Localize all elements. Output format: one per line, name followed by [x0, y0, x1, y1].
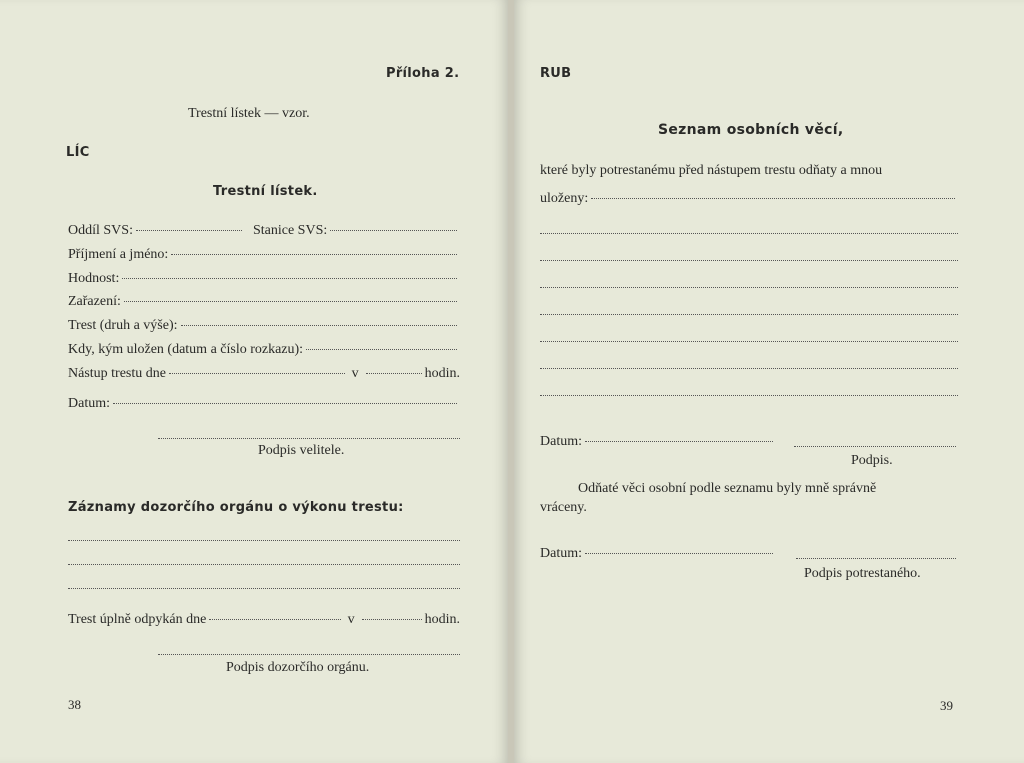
side-label-back: RUB — [540, 66, 572, 81]
field-line-nastup-date[interactable] — [169, 373, 345, 374]
signature-line-supervisor[interactable] — [158, 654, 460, 655]
list-line-5[interactable] — [540, 341, 958, 342]
field-line-kdy[interactable] — [306, 349, 457, 350]
field-label-zarazeni: Zařazení: — [68, 294, 121, 309]
served-label-hodin: hodin. — [424, 612, 460, 627]
list-line-4[interactable] — [540, 314, 958, 315]
list-line-2[interactable] — [540, 260, 958, 261]
field-line-stanice[interactable] — [330, 230, 457, 231]
list-line-3[interactable] — [540, 287, 958, 288]
signature-label-supervisor: Podpis dozorčího orgánu. — [226, 660, 370, 675]
signature-line-1[interactable] — [794, 446, 956, 447]
list-line-0[interactable] — [591, 198, 955, 199]
field-label-trest: Trest (druh a výše): — [68, 318, 178, 333]
records-line-1[interactable] — [68, 540, 460, 541]
served-label-v: v — [347, 612, 355, 627]
list-line-7[interactable] — [540, 395, 958, 396]
intro-line-1: které byly potrestanému před nástupem trestu odňaty a mnou — [540, 163, 883, 178]
field-label-prijmeni: Příjmení a jméno: — [68, 247, 169, 262]
intro-line-2-row — [540, 191, 958, 207]
records-line-3[interactable] — [68, 588, 460, 589]
row-hodnost — [68, 271, 460, 287]
signature-label-2: Podpis potrestaného. — [804, 566, 921, 581]
row-datum — [68, 396, 460, 412]
signature-label-1: Podpis. — [851, 453, 893, 468]
page-number-right: 39 — [940, 698, 953, 713]
field-label-hodin: hodin. — [424, 366, 460, 381]
row-zarazeni — [68, 294, 460, 310]
field-label-oddil: Oddíl SVS: — [68, 223, 133, 238]
served-line-date[interactable] — [209, 619, 340, 620]
datum-line-1[interactable] — [585, 441, 773, 442]
list-line-6[interactable] — [540, 368, 958, 369]
row-kdy — [68, 342, 460, 358]
records-heading: Záznamy dozorčího orgánu o výkonu trestu: — [68, 500, 404, 515]
served-line-hour[interactable] — [362, 619, 422, 620]
row-prijmeni — [68, 247, 460, 263]
page-number-left: 38 — [68, 697, 81, 712]
row-oddil-stanice — [68, 223, 460, 239]
field-label-kdy: Kdy, kým uložen (datum a číslo rozkazu): — [68, 342, 304, 357]
left-page — [0, 0, 508, 763]
row-datum-2 — [540, 546, 776, 562]
row-trest — [68, 318, 460, 334]
row-nastup — [68, 366, 460, 382]
list-line-1[interactable] — [540, 233, 958, 234]
appendix-label: Příloha 2. — [386, 66, 460, 81]
served-label: Trest úplně odpykán dne — [68, 612, 207, 627]
signature-line-commander[interactable] — [158, 438, 460, 439]
field-line-zarazeni[interactable] — [124, 301, 457, 302]
field-line-oddil[interactable] — [136, 230, 242, 231]
card-heading: Trestní lístek. — [213, 184, 318, 199]
returned-line-2: vráceny. — [540, 500, 587, 515]
field-line-hodnost[interactable] — [122, 278, 457, 279]
intro-line-2: uloženy: — [540, 191, 589, 206]
signature-label-commander: Podpis velitele. — [258, 443, 345, 458]
row-datum-1 — [540, 434, 776, 450]
field-line-prijmeni[interactable] — [171, 254, 457, 255]
field-label-stanice: Stanice SVS: — [252, 223, 328, 238]
datum-label-1: Datum: — [540, 434, 582, 449]
datum-line-2[interactable] — [585, 553, 773, 554]
field-line-trest[interactable] — [181, 325, 457, 326]
field-label-datum: Datum: — [68, 396, 110, 411]
field-line-datum[interactable] — [113, 403, 457, 404]
records-line-2[interactable] — [68, 564, 460, 565]
row-served — [68, 612, 460, 628]
returned-line-1: Odňaté věci osobní podle seznamu byly mně správně — [578, 481, 877, 496]
list-heading: Seznam osobních věcí, — [658, 122, 844, 138]
field-line-nastup-hour[interactable] — [366, 373, 422, 374]
field-label-nastup: Nástup trestu dne — [68, 366, 166, 381]
signature-line-2[interactable] — [796, 558, 956, 559]
right-page — [514, 0, 1024, 763]
datum-label-2: Datum: — [540, 546, 582, 561]
side-label-front: LÍC — [66, 145, 90, 160]
form-title: Trestní lístek — vzor. — [188, 106, 310, 121]
field-label-v: v — [351, 366, 359, 381]
field-label-hodnost: Hodnost: — [68, 271, 120, 286]
